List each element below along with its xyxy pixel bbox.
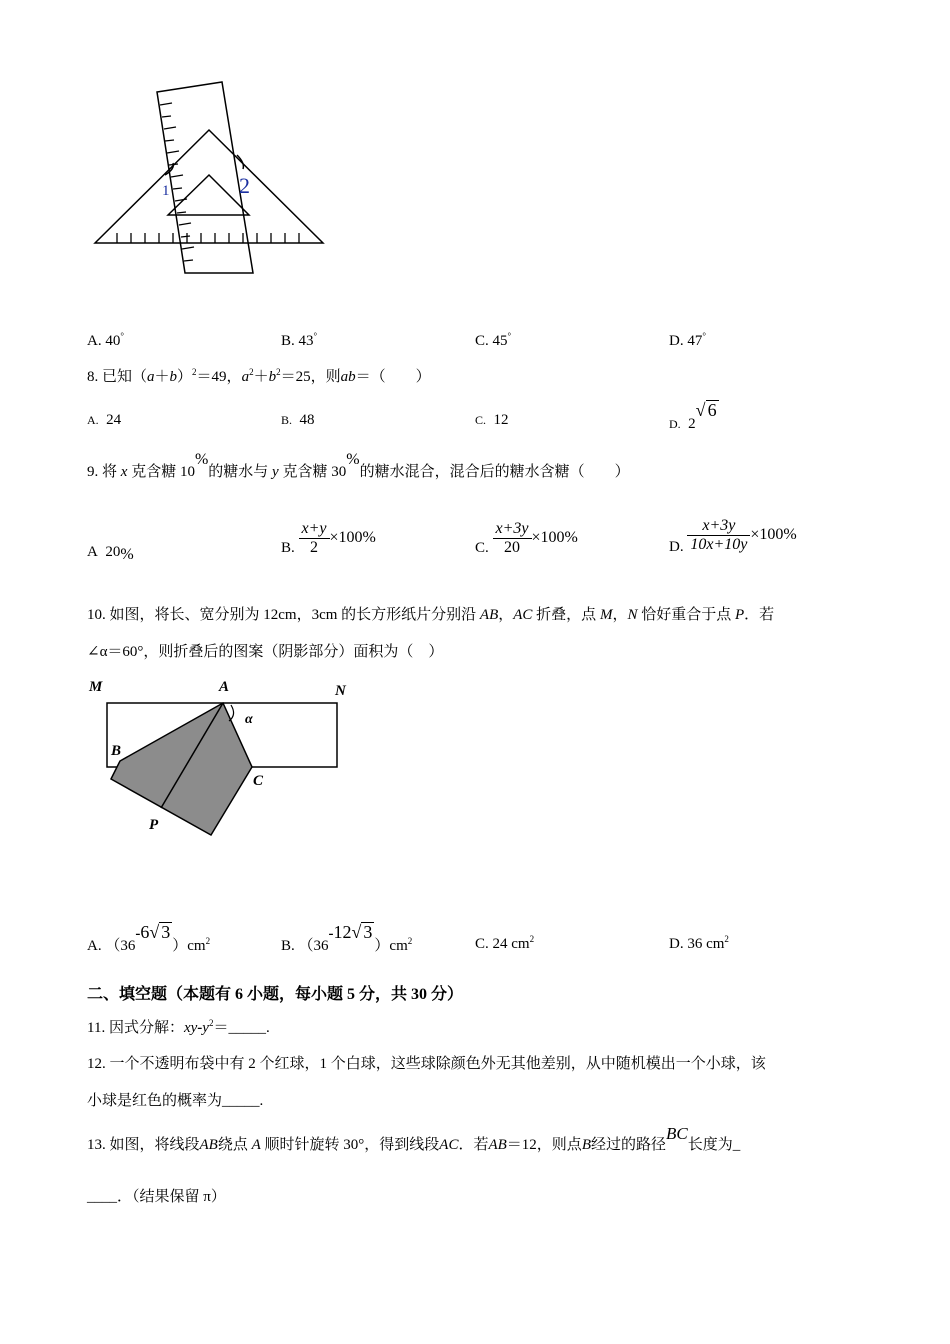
label-p: P: [149, 817, 159, 833]
q8-stem: 8. 已知$(a+b)^2=49$，$a^2+b^2=25$，则ab＝（ ）: [87, 367, 431, 385]
q10-option-d: D. 36 $cm^2$: [669, 934, 729, 952]
q8-option-d: $_{D.}$ 2√ 6: [669, 400, 717, 432]
label-m: M: [89, 679, 103, 695]
q10-option-b: B. （36-12√ $3)cm^2$: [281, 922, 413, 954]
q9-option-d: D. $\frac{x+3y}{10x+10y}$ ×100%: [669, 517, 797, 555]
q7-option-b: B. 43°: [281, 331, 318, 349]
label-c: C: [253, 773, 264, 789]
q10-stem-line1: 10. 如图，将长、宽分别为 12cm，3cm 的长方形纸片分别沿 AB，AC 折叠，点 M，N 恰好重合于点 P．若: [87, 607, 775, 623]
q10-stem-line2: ∠α＝60°，则折叠后的图案（阴影部分）面积为（ ）: [87, 644, 444, 660]
q8-option-a: A. 24: [87, 412, 122, 428]
q9-stem: 9. 将 x 克含糖 10%的糖水与 y 克含糖 30%的糖水混合，混合后的糖水含糖（ ）: [87, 451, 630, 480]
angle-2-label: 2: [239, 173, 250, 198]
q13-stem-line2: ____．（结果保留 π）: [87, 1189, 226, 1205]
label-b: B: [111, 743, 122, 759]
q9-option-a: A 20%: [87, 544, 134, 563]
arc-bc-label: BC: [666, 1124, 688, 1143]
q7-option-d: D. 47°: [669, 331, 706, 349]
label-n: N: [335, 683, 346, 699]
q9-option-b: B. $\frac{x+y}{2}$ ×100%: [281, 520, 376, 556]
q12-stem-line1: 12. 一个不透明布袋中有 2 个红球，1 个白球，这些球除颜色外无其他差别，从中随机模出一个小球，该: [87, 1056, 766, 1072]
section-2-title: 二、填空题（本题有 6 小题，每小题 5 分，共 30 分）: [87, 986, 464, 1003]
q7-option-a: A. 40°: [87, 331, 124, 349]
q8-option-c: C. 12: [475, 412, 509, 428]
q9-option-c: C. $\frac{x+3y}{20}$ ×100%: [475, 520, 578, 556]
q12-stem-line2: 小球是红色的概率为_____.: [87, 1093, 264, 1109]
q7-option-c: C. 45°: [475, 331, 512, 349]
q8-option-b: B. 48: [281, 412, 315, 428]
folded-rectangle-figure: [85, 675, 360, 845]
label-alpha: α: [245, 712, 253, 727]
q10-option-c: C. 24 $cm^2$: [475, 934, 535, 952]
q11-stem: 11. 因式分解：$xy-y^2=\_\_\_\_\_$.: [87, 1018, 270, 1036]
q10-option-a: A. （36-6√ $3)cm^2$: [87, 922, 211, 954]
q13-stem-line1: 13. 如图，将线段AB绕点 A 顺时针旋转 30°，得到线段AC．若AB＝12，则点B经过的路径BC长度为_: [87, 1124, 741, 1153]
angle-1-label: 1: [162, 183, 170, 199]
ruler-triangle-figure: [85, 75, 335, 280]
label-a: A: [219, 679, 230, 695]
